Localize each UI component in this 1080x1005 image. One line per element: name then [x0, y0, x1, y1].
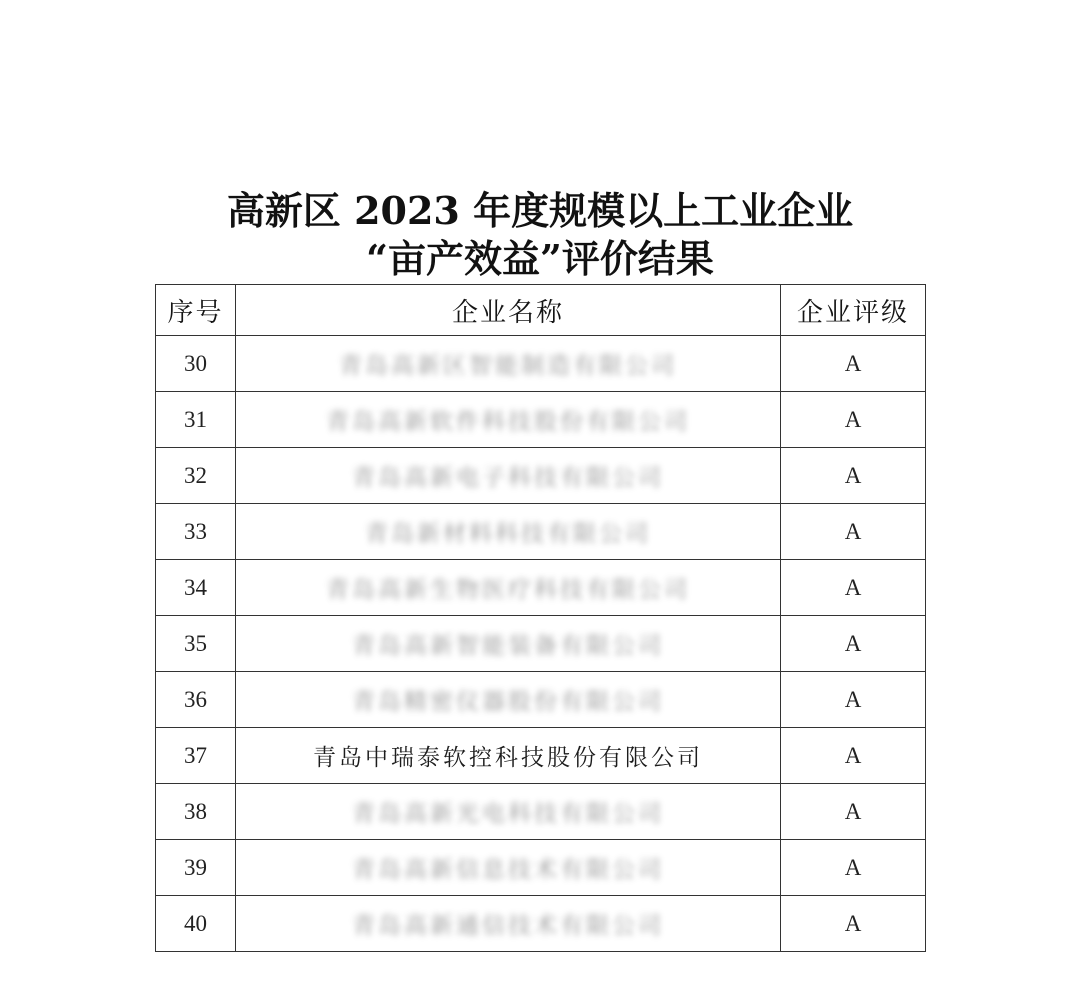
row-grade: A	[781, 784, 926, 840]
table-row	[156, 504, 926, 560]
row-company-name-cell	[236, 392, 781, 448]
redacted-company-name: 青岛高新通信技术有限公司	[352, 913, 664, 939]
row-company-name-cell	[236, 616, 781, 672]
table-row	[156, 448, 926, 504]
row-grade: A	[781, 560, 926, 616]
row-grade: A	[781, 616, 926, 672]
table-row	[156, 896, 926, 952]
redacted-company-name: 青岛精密仪器股份有限公司	[352, 689, 664, 715]
row-company-name-cell	[236, 784, 781, 840]
table-row	[156, 336, 926, 392]
row-seq: 34	[156, 560, 236, 616]
row-company-name-cell	[236, 336, 781, 392]
header-grade: 企业评级	[781, 285, 926, 336]
row-seq: 36	[156, 672, 236, 728]
table-header-row	[156, 285, 926, 336]
table-row	[156, 616, 926, 672]
redacted-company-name: 青岛高新软件科技股份有限公司	[326, 409, 690, 435]
row-grade: A	[781, 392, 926, 448]
row-seq: 35	[156, 616, 236, 672]
row-seq: 31	[156, 392, 236, 448]
redacted-company-name: 青岛高新电子科技有限公司	[352, 465, 664, 491]
row-grade: A	[781, 728, 926, 784]
redacted-company-name: 青岛高新区智能制造有限公司	[339, 353, 677, 379]
row-seq: 30	[156, 336, 236, 392]
row-seq: 40	[156, 896, 236, 952]
row-seq: 33	[156, 504, 236, 560]
redacted-company-name: 青岛高新信息技术有限公司	[352, 857, 664, 883]
row-company-name-cell	[236, 504, 781, 560]
row-seq: 39	[156, 840, 236, 896]
row-seq: 37	[156, 728, 236, 784]
row-grade: A	[781, 896, 926, 952]
row-seq: 32	[156, 448, 236, 504]
table-row	[156, 560, 926, 616]
row-company-name-cell	[236, 560, 781, 616]
redacted-company-name: 青岛新材料科技有限公司	[365, 521, 651, 547]
redacted-company-name: 青岛高新光电科技有限公司	[352, 801, 664, 827]
company-name: 青岛中瑞泰软控科技股份有限公司	[313, 745, 703, 771]
header-seq: 序号	[156, 285, 236, 336]
table-row	[156, 784, 926, 840]
redacted-company-name: 青岛高新生物医疗科技有限公司	[326, 577, 690, 603]
row-company-name-cell	[236, 840, 781, 896]
row-company-name-cell	[236, 448, 781, 504]
document-title-line-2: “亩产效益”评价结果	[366, 236, 714, 281]
table-row	[156, 672, 926, 728]
row-grade: A	[781, 840, 926, 896]
redacted-company-name: 青岛高新智能装备有限公司	[352, 633, 664, 659]
row-seq: 38	[156, 784, 236, 840]
header-company-name: 企业名称	[236, 285, 781, 336]
row-grade: A	[781, 336, 926, 392]
table-row	[156, 840, 926, 896]
document-title-line-1: 高新区 2023 年度规模以上工业企业	[226, 188, 854, 233]
row-company-name-cell	[236, 896, 781, 952]
table-row	[156, 392, 926, 448]
row-company-name-cell	[236, 728, 781, 784]
table-row	[156, 728, 926, 784]
row-grade: A	[781, 504, 926, 560]
row-grade: A	[781, 672, 926, 728]
row-grade: A	[781, 448, 926, 504]
row-company-name-cell	[236, 672, 781, 728]
results-table	[155, 284, 926, 952]
table-body	[156, 336, 926, 952]
